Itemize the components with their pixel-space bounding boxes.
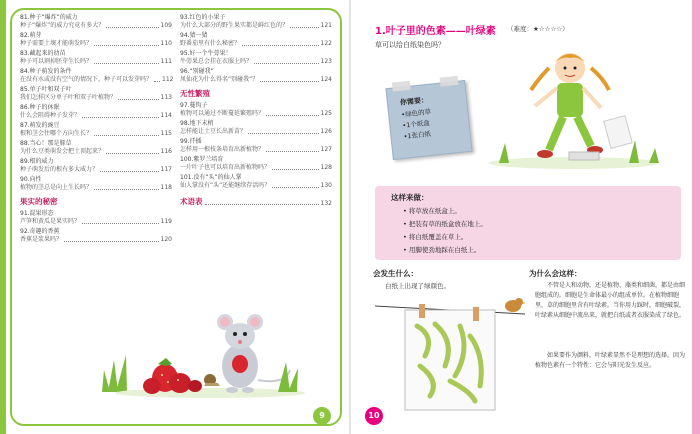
section-heading-asexual: 无性繁殖 [180,89,210,98]
toc-entry-row [20,58,172,66]
toc-entry-row [180,146,332,154]
dot-leader [106,153,159,154]
toc-page-number: 116 [160,148,172,155]
toc-entry[interactable] [20,140,172,156]
toc-entry-subtitle: 为什么大部分的野生果实都是鲜红色的？ [180,22,289,29]
toc-entry[interactable] [180,50,332,66]
toc-entry-title: 90.向性 [20,176,42,183]
dot-leader [272,169,319,170]
toc-entry-subtitle: 种子萌发后的根有多大威力？ [20,166,99,173]
toc-entry-subtitle: 香蕉是浆果吗？ [20,236,63,243]
toc-entry[interactable] [180,138,332,154]
toc-entry-title: 95.好一个牛蒡果！ [180,50,232,57]
toc-entry-title: 99.扦插 [180,138,202,145]
toc-entry-row [20,40,172,48]
left-page-edge [0,0,6,434]
toc-entry-row [20,184,172,192]
toc-entry-row [180,76,332,84]
dot-leader [260,81,318,82]
toc-entry-title: 96.“别碰我” [180,68,214,75]
toc-entry-subtitle: 牛蒡果总会挂在衣服上吗？ [180,58,253,65]
toc-entry-title: 94.猜一猜 [180,32,208,39]
toc-entry-subtitle: 植物可以通过不断蔓延繁殖吗？ [180,110,265,117]
materials-list [401,107,434,143]
toc-page-number: 109 [160,22,172,29]
section-heading-fruit: 果实的秘密 [20,197,58,206]
toc-entry[interactable] [20,158,172,174]
toc-entry[interactable] [180,102,332,118]
strawberries [143,358,202,394]
cardboard-box [569,152,599,160]
procedure-title: 这样来做： [391,193,429,202]
clothespin [419,304,425,318]
toc-entry-title: 88.当心！那是豚草 [20,140,72,147]
toc-entry[interactable] [20,104,172,120]
toc-entry-title: 84.种子萌发的条件 [20,68,72,75]
tape-left [392,81,411,92]
grass-right [278,362,298,392]
procedure-step: • 用脚使劲地踩在白纸上。 [403,244,487,257]
toc-page-number: 130 [320,182,332,189]
toc-entry-title: 89.根的威力 [20,158,54,165]
toc-entry[interactable] [20,228,172,244]
dot-leader [266,115,319,116]
toc-entry-subtitle: 根和茎会往哪个方向生长？ [20,130,93,137]
toc-page-number: 122 [320,40,332,47]
toc-page-number: 125 [320,110,332,117]
toc-page-number: 120 [160,236,172,243]
dot-leader [82,117,159,118]
toc-column-1 [20,14,172,246]
toc-entry-title: 86.种子的休眠 [20,104,60,111]
toc-entry[interactable] [180,120,332,136]
toc-entry-title: 85.单子叶和双子叶 [20,86,72,93]
toc-page-number: 127 [320,146,332,153]
toc-entry-title: 87.萌发的豌豆 [20,122,60,129]
toc-entry-row [20,112,172,120]
toc-entry-subtitle: 种子可以割掉胚芽生长吗？ [20,58,93,65]
dot-leader [290,27,319,28]
toc-entry-title: 91.混果形态 [20,210,54,217]
toc-entry-row [180,58,332,66]
result-text: 白纸上出现了绿颜色。 [385,282,450,290]
toc-entry-subtitle: 植物的茎总是向上生长吗？ [20,184,93,191]
materials-item: •1张白纸 [403,129,432,141]
dot-leader [272,187,318,188]
right-page [351,0,700,434]
paper-on-clothesline-illustration [375,296,525,418]
toc-entry-row [20,218,172,226]
dot-leader [248,133,319,134]
toc-page-number: 128 [320,164,332,171]
toc-entry-title: 92.奇趣的香蕉 [20,228,60,235]
toc-entry-row [180,22,332,30]
toc-entry-row [180,40,332,48]
toc-entry[interactable] [180,174,332,190]
toc-entry-title: 93.红色的小果子 [180,14,226,21]
toc-entry-subtitle: 什么会阻碍种子发芽？ [20,112,81,119]
grass-left [102,355,127,392]
toc-page-number: 110 [160,40,172,47]
toc-entry-row [20,130,172,138]
dot-leader [64,241,159,242]
toc-entry-subtitle: 种子需要土壤才能萌发吗？ [20,40,93,47]
glossary-title: 术语表 [180,197,203,206]
materials-title: 你需要： [399,96,429,107]
toc-page-number: 126 [320,128,332,135]
toc-entry-title: 97.蔓钩子 [180,102,208,109]
toc-entry[interactable] [20,210,172,226]
experiment-question: 草可以给白纸染色吗？ [375,41,445,49]
toc-entry-row [20,148,172,156]
toc-entry-row [20,94,172,102]
dot-leader [118,99,159,100]
toc-page-number: 115 [160,130,172,137]
toc-entry-row [20,76,172,84]
toc-entry-title: 98.地下末梢 [180,120,214,127]
toc-page-number: 113 [160,94,172,101]
dot-leader [94,189,159,190]
toc-page-number: 118 [160,184,172,191]
toc-column-2 [180,14,332,207]
materials-card [385,80,472,160]
toc-entry-subtitle: 我们怎样区分单子叶和双子叶植物？ [20,94,117,101]
toc-entry[interactable] [20,86,172,102]
dot-leader [94,45,159,46]
explanation-paragraph-2: 如果要作为颜料，叶绿素显然不是理想的选择。因为植物色素有一个特性：它会与阳光发生反应。 [535,352,686,369]
right-page-edge [692,0,700,434]
toc-entry-title: 100.紫罗兰培育 [180,156,224,163]
dot-leader [266,151,319,152]
toc-entry-row [20,166,172,174]
toc-entry-row [180,110,332,118]
toc-entry-title: 81.种子“爆炸”的威力 [20,14,78,21]
dot-leader [154,81,160,82]
dot-leader [205,204,319,205]
toc-page-number: 132 [320,200,332,207]
bird [505,298,525,312]
toc-entry-row [20,22,172,30]
toc-entry-subtitle: 种子“爆炸”的威力究竟有多大？ [20,22,105,29]
toc-entry-subtitle: 凤仙花为什么得名“别碰我”？ [180,76,259,83]
toc-entry-row [180,128,332,136]
explanation-paragraph-1: 不管是人和动物，还是植物、藻类和细菌，都是由细胞组成的。细胞是生命体最小的组成单位。在植物细胞里，草的细胞里含有叶绿素。当你用力踩时，细胞破裂，叶绿素从细胞中流出来，就把白纸或者衣服染成了绿色。 [535,282,686,319]
girl-stomping-illustration [479,48,679,173]
toc-entry[interactable] [20,32,172,48]
toc-entry-subtitle: 一片叶子也可以培育出新植物吗？ [180,164,271,171]
procedure-step: • 将草放在纸盒上。 [403,205,487,218]
toc-page-number: 111 [160,58,172,65]
toc-entry-subtitle: 怎样能让土豆长出新苗？ [180,128,247,135]
materials-item: •绿色的草 [400,107,432,119]
page-number-right: 10 [365,407,383,425]
toc-entry-subtitle: 在没有水或没有空气的情况下，种子可以发芽吗？ [20,76,153,83]
toc-entry[interactable] [20,122,172,138]
toc-entry-subtitle: 芦笋和黄瓜是果实吗？ [20,218,81,225]
toc-entry[interactable] [20,14,172,30]
toc-entry-row [180,182,332,190]
toc-page-number: 117 [160,166,172,173]
toc-entry-subtitle: 为什么豆类萌发会把土顶起来？ [20,148,105,155]
dot-leader [100,171,159,172]
glossary-entry[interactable] [180,196,332,207]
toc-page-number: 124 [320,76,332,83]
result-title: 会发生什么： [373,269,418,278]
toc-entry-title: 101.没有“头”的仙人掌 [180,174,242,181]
toc-page-number: 114 [160,112,172,119]
left-page [0,0,349,434]
toc-entry-row [20,236,172,244]
toc-entry[interactable] [20,68,172,84]
girl [531,53,609,158]
toc-entry-subtitle: 野番茄里有什么秘密？ [180,40,241,47]
toc-entry[interactable] [180,68,332,84]
snail [204,374,220,386]
tape-right [440,76,459,87]
toc-entry[interactable] [180,156,332,172]
clothespin [473,307,479,321]
dot-leader [94,63,159,64]
toc-page-number: 112 [162,76,174,83]
toc-entry[interactable] [20,50,172,66]
dot-leader [254,63,319,64]
dot-leader [94,135,159,136]
explanation-title: 为什么会这样： [529,269,582,278]
procedure-step: • 把装有草的纸盒放在地上。 [403,218,487,231]
toc-entry-row [180,164,332,172]
toc-entry-title: 83.藏起来的幼苗 [20,50,66,57]
toc-entry[interactable] [180,14,332,30]
white-paper [604,116,632,149]
toc-entry-title: 82.萌芽 [20,32,42,39]
difficulty-rating: （难度：★☆☆☆☆） [507,25,569,33]
mouse-strawberry-illustration [100,300,310,400]
procedure-step: • 将白纸覆盖在草上。 [403,231,487,244]
procedure-steps [403,205,487,257]
materials-item: •1个纸盒 [402,118,431,130]
toc-entry[interactable] [180,32,332,48]
mouse [217,314,290,393]
dot-leader [82,223,159,224]
toc-entry[interactable] [20,176,172,192]
toc-page-number: 121 [320,22,332,29]
toc-page-number: 119 [160,218,172,225]
dot-leader [106,27,158,28]
toc-page-number: 123 [320,58,332,65]
chapter-title: 1.叶子里的色素——叶绿素 [375,26,496,37]
toc-entry-subtitle: 怎样用一根枝条培育出新植物？ [180,146,265,153]
page-number-left: 9 [313,407,331,425]
toc-entry-subtitle: 仙人掌没有“头”还能继续存活吗？ [180,182,271,189]
dot-leader [242,45,319,46]
